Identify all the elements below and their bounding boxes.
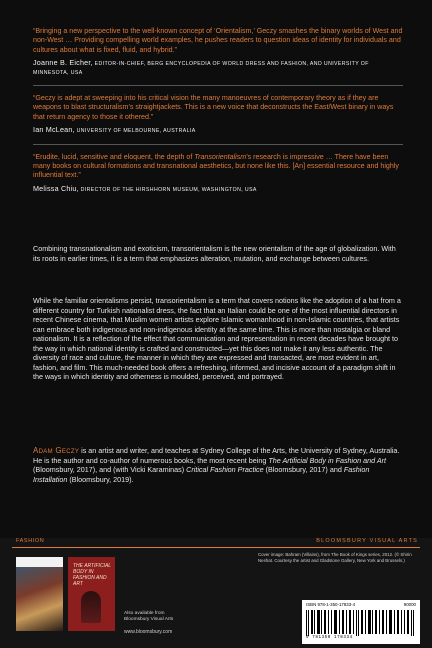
- endorsements: [33, 27, 403, 202]
- price-code: 90000: [403, 602, 416, 607]
- publisher-label: BLOOMSBURY VISUAL ARTS: [316, 538, 418, 544]
- endorser-name: Ian McLean,: [33, 125, 75, 135]
- divider: [33, 144, 403, 145]
- endorser-role: DIRECTOR OF THE HIRSHHORN MUSEUM, WASHINGTON, USA: [80, 186, 257, 193]
- endorsement-attribution: [33, 59, 403, 77]
- bio-text-g: (Bloomsbury, 2019).: [67, 474, 134, 484]
- related-book-cover-1: [16, 557, 63, 631]
- author-name: Adam Geczy: [33, 446, 80, 455]
- endorsement-attribution: [33, 126, 403, 135]
- related-book-cover-2: [68, 557, 115, 631]
- bio-book-title-2: Critical Fashion Practice: [186, 465, 264, 474]
- endorsement-text-b: ’s research is impressive … There have been many books on cultural formations and transnational aesthetics, but none like this. [An] essential resource and highly influential text.”: [33, 152, 399, 180]
- endorser-role: EDITOR-IN-CHIEF, BERG ENCYCLOPEDIA OF WORLD DRESS AND FASHION, AND UNIVERSITY OF MINNESOTA, USA: [33, 61, 369, 76]
- endorsement-3: [33, 153, 403, 195]
- barcode-box: [302, 600, 420, 644]
- endorser-name: Melissa Chiu,: [33, 183, 79, 193]
- category-label: FASHION: [16, 538, 45, 544]
- also-available-text: Also available from Bloomsbury Visual Arts: [124, 611, 174, 622]
- figure-illustration: [81, 591, 101, 623]
- endorsement-attribution: [33, 185, 403, 194]
- blurb-intro: Combining transnationalism and exoticism, transorientalism is the new orientalism of the age of globalization. With its roots in earlier times, it is a term that emphasizes alteration, mutation, and exchange between cultures.: [33, 244, 396, 263]
- related-book-title: THE ARTIFICIAL BODY IN FASHION AND ART: [73, 563, 111, 587]
- blurb-main: While the familiar orientalisms persist, transorientalism is a term that covers notions like the adoption of a hat from a different country for Turkish nationalist dress, the fact that an Italian could be one of the most influential directors in recent Chinese cinema, that Muslim women artists explore Islamic womanhood in non-Islamic countries, that artists can embrace both indigenous and non-indigenous identity at the same time. This is more than nostalgia or bland nationalism. It is a reflection of the effect that communication and representation in recent decades have brought to the way in which national identity is crafted and constructed—yet this does not make it any less authentic. The diversity of race and culture, the manner in which they are expressed and transacted, are most evident in art, fashion, and film. This much-needed book offers a refreshing, informed, and incisive account of a paradigm shift in the ways in which identity and otherness is moulded, perceived, and portrayed.: [33, 296, 401, 381]
- cover-title-strip: [16, 557, 63, 567]
- bio-book-title-1: The Artificial Body in Fashion and Art: [268, 455, 387, 465]
- endorsement-1: [33, 27, 403, 77]
- bio-text-a: is an artist and writer, and teaches at Sydney College of the Arts, the University of Sydney, Australia. He is the author and co-author of numerous books, the most recent being: [33, 446, 400, 465]
- divider: [33, 85, 403, 86]
- endorsement-2: [33, 94, 403, 136]
- bio-text-c: (Bloomsbury, 2017), and (with Vicki Karaminas): [33, 465, 187, 474]
- publisher-website: www.bloomsbury.com: [124, 629, 173, 635]
- author-bio: [33, 446, 403, 484]
- barcode-digits: 9 781350 178334: [306, 636, 353, 640]
- endorsement-text: [33, 153, 403, 181]
- endorsement-text: “Bringing a new perspective to the well-known concept of ‘Orientalism,’ Geczy smashes the binary worlds of West and non-West … Providing compelling world examples, he pushes readers to question ideas of identity for individuals and cultures about what is fixed, fluid, and hybrid.”: [33, 27, 403, 54]
- bottom-band: [0, 538, 432, 648]
- endorsement-text: “Geczy is adept at sweeping into his critical vision the many manoeuvres of contemporary theory as if they are weapons to blast structuralism’s straightjackets. This is a new voice that deconstructs the East/West binary in ways that return agency to those it othered.”: [33, 94, 394, 121]
- bio-text-e: (Bloomsbury, 2017) and: [263, 465, 344, 474]
- band-rule: [12, 547, 420, 548]
- bio-book-title-3: Fashion Installation: [33, 465, 370, 484]
- book-title-italic: Transorientalism: [194, 152, 247, 161]
- isbn-text: ISBN 978-1-350-17833-4: [306, 602, 356, 607]
- cover-credit: Cover image: Bahram (Villains), from The Book of Kings series, 2012. (© Shirin Neshat. Courtesy the artist and Gladstone Gallery, New York and Brussels.): [258, 552, 412, 563]
- endorser-name: Joanne B. Eicher,: [33, 58, 93, 68]
- endorsement-text-a: “Erudite, lucid, sensitive and eloquent, the depth of: [33, 152, 195, 161]
- endorser-role: UNIVERSITY OF MELBOURNE, AUSTRALIA: [76, 128, 196, 135]
- barcode-icon: [306, 610, 416, 636]
